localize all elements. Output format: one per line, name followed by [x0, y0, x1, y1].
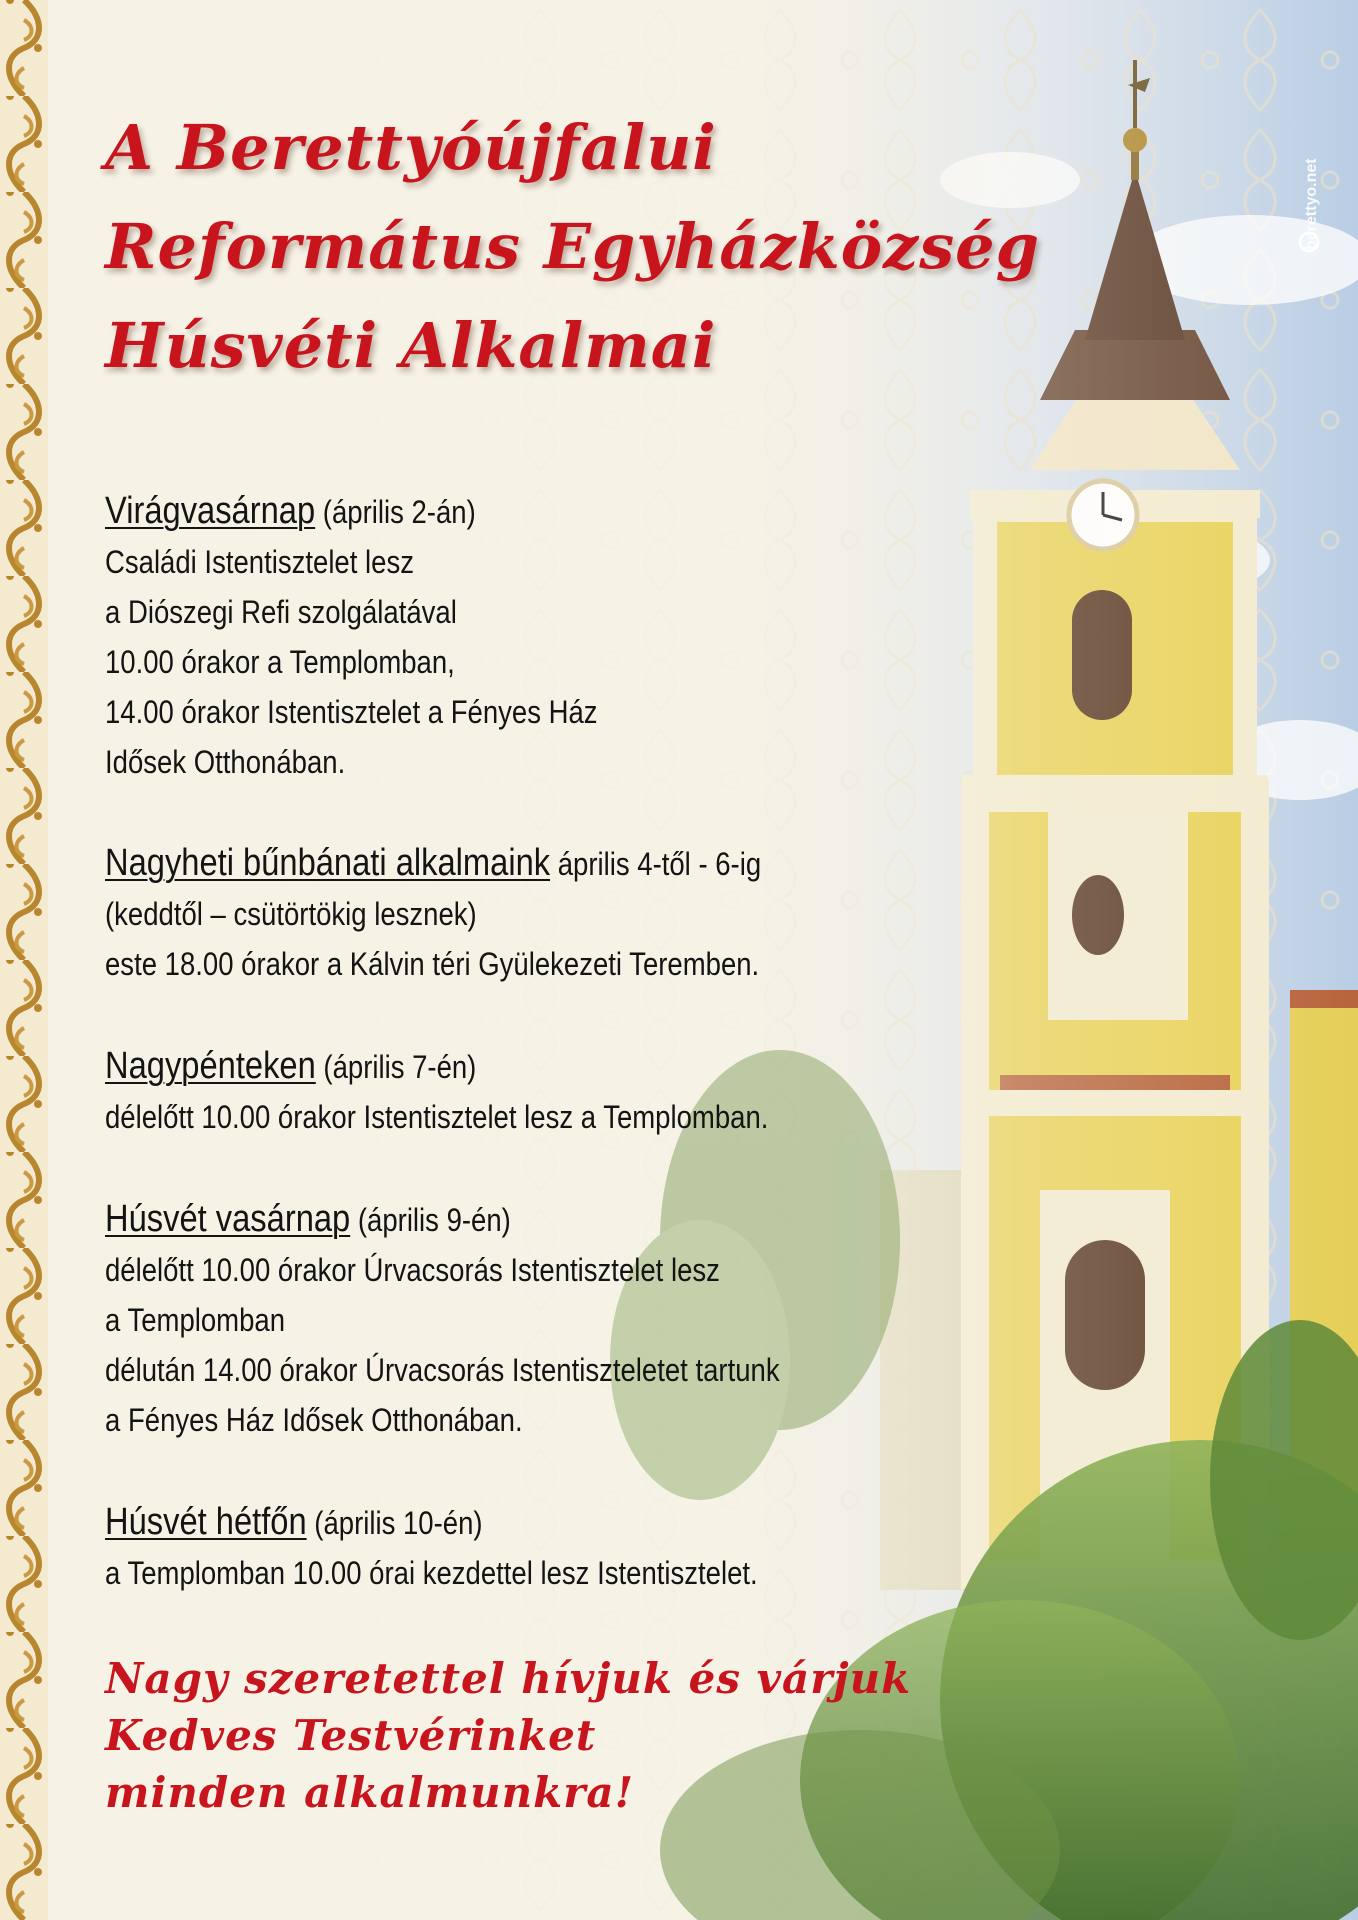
event-line: 10.00 órakor a Templomban, — [105, 644, 455, 680]
event-line: Idősek Otthonában. — [105, 744, 346, 780]
event-date: április 4-től - 6-ig — [557, 846, 762, 882]
event-palm-sunday — [105, 486, 598, 787]
event-heading: Nagypénteken — [105, 1045, 316, 1087]
event-easter-monday — [105, 1497, 758, 1598]
title-line-2: Református Egyházközség — [105, 210, 1040, 283]
closing-line-2: Kedves Testvérinket — [105, 1711, 597, 1760]
event-heading: Húsvét hétfőn — [105, 1501, 307, 1543]
event-line: délután 14.00 órakor Úrvacsorás Istentiszteletet tartunk — [105, 1352, 780, 1388]
title-line-1: A Berettyóújfalui — [105, 111, 717, 184]
event-date: (április 9-én) — [357, 1202, 511, 1238]
event-line: délelőtt 10.00 órakor Istentisztelet lesz a Templomban. — [105, 1099, 769, 1135]
event-line: (keddtől – csütörtökig lesznek) — [105, 896, 477, 932]
event-line: 14.00 órakor Istentisztelet a Fényes Ház — [105, 694, 598, 730]
event-line: a Diószegi Refi szolgálatával — [105, 594, 457, 630]
event-line: a Templomban 10.00 órai kezdettel lesz Istentisztelet. — [105, 1555, 758, 1591]
event-line: a Templomban — [105, 1302, 286, 1338]
closing-line-1: Nagy szeretettel hívjuk és várjuk — [105, 1654, 912, 1703]
event-heading: Húsvét vasárnap — [105, 1198, 351, 1240]
event-date: (április 10-én) — [314, 1505, 483, 1541]
watermark-text: berettyo.net — [1303, 158, 1320, 250]
event-heading: Virágvasárnap — [105, 490, 316, 532]
ornamental-border — [0, 0, 48, 1920]
event-line: Családi Istentisztelet lesz — [105, 544, 414, 580]
event-line: a Fényes Ház Idősek Otthonában. — [105, 1402, 523, 1438]
event-heading: Nagyheti bűnbánati alkalmaink — [105, 842, 551, 884]
event-date: (április 7-én) — [323, 1049, 477, 1085]
event-good-friday — [105, 1041, 768, 1142]
page-title — [105, 98, 1040, 395]
watermark-logo — [1292, 120, 1326, 260]
closing-line-3: minden alkalmunkra! — [105, 1768, 635, 1817]
closing-invitation — [105, 1650, 911, 1821]
event-easter-sunday — [105, 1194, 780, 1445]
event-holy-week — [105, 838, 761, 989]
event-line: este 18.00 órakor a Kálvin téri Gyülekezeti Teremben. — [105, 946, 760, 982]
event-line: délelőtt 10.00 órakor Úrvacsorás Istentisztelet lesz — [105, 1252, 720, 1288]
event-date: (április 2-án) — [322, 494, 476, 530]
title-line-3: Húsvéti Alkalmai — [105, 309, 717, 382]
